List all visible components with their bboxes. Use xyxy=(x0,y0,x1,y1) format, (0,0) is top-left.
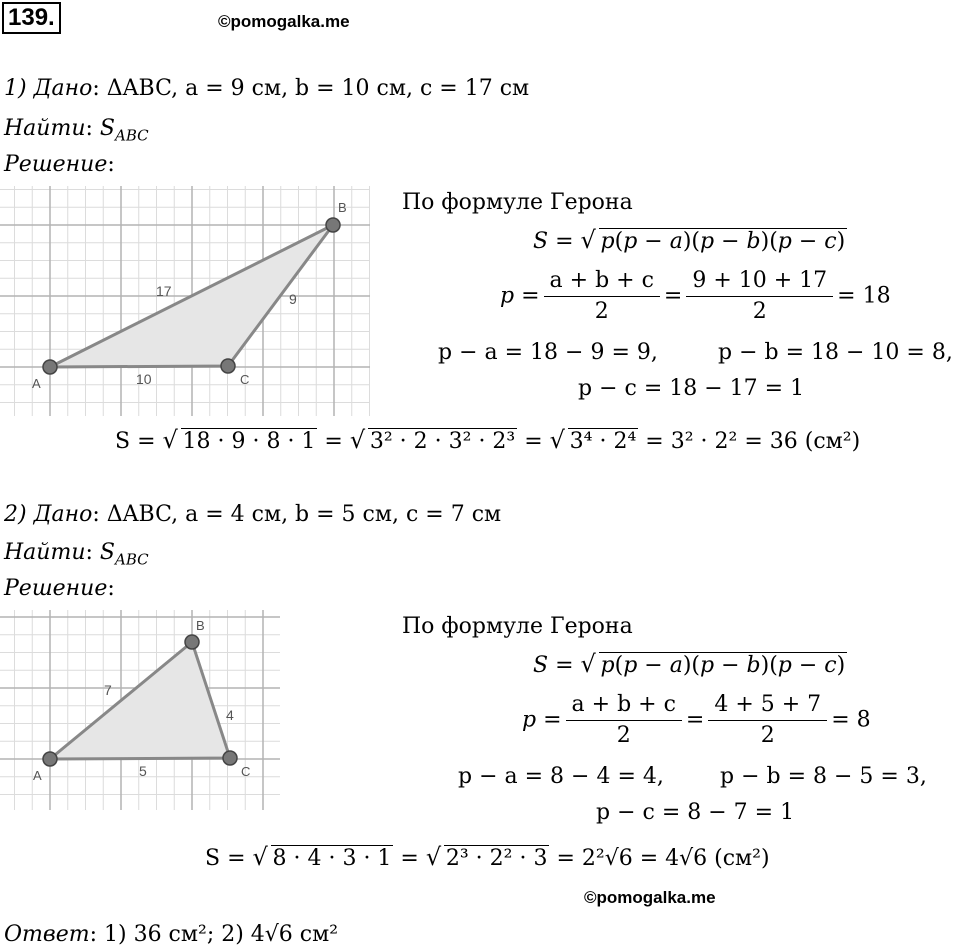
part2-find: Найти: $S_{ABC}$ xyxy=(4,540,149,569)
part1-pc: p − c = 18 − 17 = 1 xyxy=(578,376,805,401)
part1-p-calc: p = $\frac{a + b + c}{2}$ = $\frac{9 + 10 + 17}{2}$ = 18 xyxy=(500,266,891,327)
answer xyxy=(4,922,338,947)
part2-given-label: 2) Дано xyxy=(4,502,93,527)
answer-text: : 1) 36 см²; 2) 4√6 см² xyxy=(89,922,339,947)
part2-given-text: ΔABC, a = 4 см, b = 5 см, c = 7 см xyxy=(106,502,502,527)
part2-side-bc: 4 xyxy=(226,707,234,723)
part1-side-ac: 10 xyxy=(136,371,152,387)
part1-find-text: S xyxy=(99,116,115,141)
part1-pa: p − a = 18 − 9 = 9, xyxy=(438,340,658,365)
part1-side-bc: 9 xyxy=(289,291,297,307)
part1-p-num2: 9 + 10 + 17 xyxy=(686,266,833,297)
part1-final-r1: 18 · 9 · 8 · 1 xyxy=(182,429,316,454)
part2-label-b: B xyxy=(196,618,205,633)
part2-point-c xyxy=(223,751,237,765)
part1-find-sub: ABC xyxy=(115,126,149,145)
part1-point-a xyxy=(43,360,57,374)
part1-p-den: 2 xyxy=(594,299,609,324)
part1-final-left: S = xyxy=(115,429,163,454)
part1-point-c xyxy=(221,359,235,373)
part1-given-text: ΔABC, a = 9 см, b = 10 см, c = 17 см xyxy=(106,76,530,101)
part1-p-den2: 2 xyxy=(752,299,767,324)
part2-triangle-figure xyxy=(0,610,280,810)
part1-solution-label: Решение xyxy=(4,152,108,177)
part2-final-r1: 8 · 4 · 3 · 1 xyxy=(272,846,392,871)
part2-solution-label: Решение xyxy=(4,576,108,601)
part1-label-c: C xyxy=(240,372,250,387)
part2-find-text: S xyxy=(99,540,115,565)
part2-label-c: C xyxy=(241,764,251,779)
part1-label-b: B xyxy=(338,200,347,215)
part1-formula: S = √ p(p − a)(p − b)(p − c) xyxy=(533,226,846,254)
part1-final-r2: 3² · 2 · 3² · 2³ xyxy=(369,429,516,454)
part2-p-num2: 4 + 5 + 7 xyxy=(708,690,827,721)
part2-pc: p − c = 8 − 7 = 1 xyxy=(596,800,795,825)
part2-label-a: A xyxy=(33,768,42,783)
part1-pb: p − b = 18 − 10 = 8, xyxy=(718,340,953,365)
part1-triangle-figure xyxy=(0,186,370,416)
part2-p-den2: 2 xyxy=(760,723,775,748)
part2-pb: p − b = 8 − 5 = 3, xyxy=(720,764,927,789)
part2-point-b xyxy=(185,635,199,649)
part1-label-a: A xyxy=(32,376,41,391)
part2-triangle xyxy=(50,642,230,759)
part2-side-ab: 7 xyxy=(104,682,112,698)
part1-final-r3: 3⁴ · 2⁴ xyxy=(569,429,637,454)
part1-final: S = √ 18 · 9 · 8 · 1 = √ 3² · 2 · 3² · 2³ = √ 3⁴ · 2⁴ = 3² · 2² = 36 (см²) xyxy=(115,426,861,454)
watermark-top: ©pomogalka.me xyxy=(218,12,350,31)
part1-find-label: Найти xyxy=(4,116,86,141)
part2-given: 2) Дано: ΔABC, a = 4 см, b = 5 см, c = 7 см xyxy=(4,502,502,527)
part2-point-a xyxy=(43,752,57,766)
problem-number: 139. xyxy=(2,2,61,34)
part2-final: S = √ 8 · 4 · 3 · 1 = √ 2³ · 2² · 3 = 2²√6 = 4√6 (см²) xyxy=(205,843,770,871)
watermark-bottom: ©pomogalka.me xyxy=(584,888,716,907)
part1-given-label: 1) Дано xyxy=(4,76,93,101)
part2-pa: p − a = 8 − 4 = 4, xyxy=(458,764,664,789)
part1-final-tail: = 3² · 2² = 36 (см²) xyxy=(645,429,861,454)
part2-final-tail: = 2²√6 = 4√6 (см²) xyxy=(556,846,770,871)
part1-given: 1) Дано: ΔABC, a = 9 см, b = 10 см, c = 17 см xyxy=(4,76,530,101)
part2-p-den: 2 xyxy=(616,723,631,748)
part2-find-sub: ABC xyxy=(115,550,149,569)
part1-p-result: = 18 xyxy=(837,283,891,309)
part2-find-label: Найти xyxy=(4,540,86,565)
part2-final-r2: 2³ · 2² · 3 xyxy=(445,846,548,871)
part1-point-b xyxy=(326,218,340,232)
part1-p-num: a + b + c xyxy=(544,266,660,297)
part2-p-calc: p = $\frac{a + b + c}{2}$ = $\frac{4 + 5 + 7}{2}$ = 8 xyxy=(522,690,871,751)
part2-p-num: a + b + c xyxy=(566,690,682,721)
part1-solution: Решение: xyxy=(4,152,115,177)
part1-side-ab: 17 xyxy=(156,283,172,299)
part2-side-ac: 5 xyxy=(139,763,147,779)
part1-find: Найти: $S_{ABC}$ xyxy=(4,116,149,145)
part2-heron-title: По формуле Герона xyxy=(402,614,633,639)
part2-p-result: = 8 xyxy=(831,707,871,733)
part1-heron-title: По формуле Герона xyxy=(402,190,633,215)
part2-solution: Решение: xyxy=(4,576,115,601)
answer-label: Ответ xyxy=(4,922,90,947)
part2-formula: S = √ p(p − a)(p − b)(p − c) xyxy=(533,650,846,678)
part2-final-left: S = xyxy=(205,846,253,871)
